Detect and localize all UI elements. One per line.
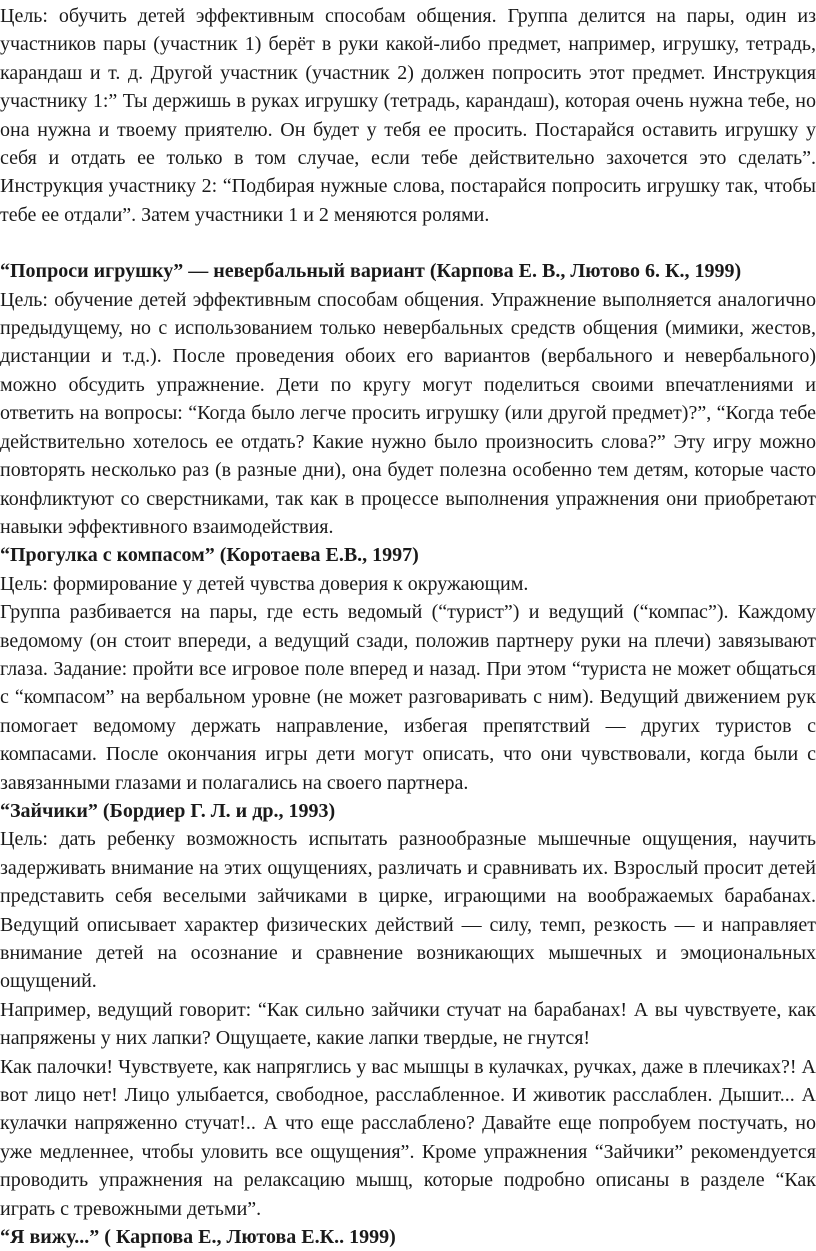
paragraph-bunnies-example: Например, ведущий говорит: “Как сильно зайчики стучат на барабанах! А вы чувствуете, как напряжены у них лапки? Ощущаете, какие лапки твердые, не гнутся! bbox=[0, 998, 816, 1050]
paragraph-compass-goal: Цель: формирование у детей чувства доверия к окружающим. bbox=[0, 572, 529, 595]
blank-line bbox=[0, 229, 816, 257]
heading-i-see: “Я вижу...” ( Карпова Е., Лютова Е.К.. 1999) bbox=[0, 1226, 396, 1249]
paragraph-bunnies: Цель: дать ребенку возможность испытать разнообразные мышечные ощущения, научить задерживать внимание на этих ощущениях, различать и сравнивать их. Взрослый просит детей представить себя веселыми зайчиками в цирке, играющими на воображаемых барабанах. Ведущий описывает характер физических действий — силу, темп, резкость — и направляет внимание детей на осознание и сравнение возникающих мышечных и эмоциональных ощущений. bbox=[0, 828, 816, 993]
paragraph-compass: Группа разбивается на пары, где есть ведомый (“турист”) и ведущий (“компас”). Каждому ведомому (он стоит впереди, а ведущий сзади, положив партнеру руки на плечи) завязывают глаза. Задание: пройти все игровое поле вперед и назад. При этом “туриста не может общаться с “компасом” на вербальном уровне (не может разговаривать с ним). Ведущий движением рук помогает ведомому держать направление, избегая препятствий — других туристов с компасами. После окончания игры дети могут описать, что они чувствовали, когда были с завязанными глазами и полагались на своего партнера. bbox=[0, 601, 816, 794]
paragraph-bunnies-sticks: Как палочки! Чувствуете, как напряглись у вас мышцы в кулачках, ручках, даже в плечиках?! А вот лицо нет! Лицо улыбается, свободное, расслабленное. И животик расслаблен. Дышит... А кулачки напряженно стучат!.. А что еще расслаблено? Давайте еще попробуем постучать, но уже медленнее, чтобы уловить все ощущения”. Кроме упражнения “Зайчики” рекомендуется проводить упражнения на релаксацию мышц, которые подробно описаны в разделе “Как играть с тревожными детьми”. bbox=[0, 1055, 816, 1220]
heading-ask-toy-nonverbal: “Попроси игрушку” — невербальный вариант (Карпова Е. В., Лютово 6. К., 1999) bbox=[0, 260, 742, 283]
paragraph-ask-toy: Цель: обучение детей эффективным способам общения. Упражнение выполняется аналогично предыдущему, но с использованием только невербальных средств общения (мимики, жестов, дистанции и т.д.). После проведения обоих его вариантов (вербального и невербального) можно обсудить упражнение. Дети по кругу могут поделиться своими впечатлениями и ответить на вопросы: “Когда было легче просить игрушку (или другой предмет)?”, “Когда тебе действительно хотелось ее отдать? Какие нужно было произносить слова?” Эту игру можно повторять несколько раз (в разные дни), она будет полезна особенно тем детям, которые часто конфликтуют со сверстниками, так как в процессе выполнения упражнения они приобретают навыки эффективного взаимодействия. bbox=[0, 288, 816, 538]
paragraph-intro: Цель: обучить детей эффективным способам общения. Группа делится на пары, один из участников пары (участник 1) берёт в руки какой-либо предмет, например, игрушку, тетрадь, карандаш и т. д. Другой участник (участник 2) должен попросить этот предмет. Инструкция участнику 1:” Ты держишь в руках игрушку (тетрадь, карандаш), которая очень нужна тебе, но она нужна и твоему приятелю. Он будет у тебя ее просить. Постарайся оставить игрушку у себя и отдать ее только в том случае, если тебе действительно захочется это сделать”. Инструкция участнику 2: “Подбирая нужные слова, постарайся попросить игрушку так, чтобы тебе ее отдали”. Затем участники 1 и 2 меняются ролями. bbox=[0, 5, 816, 226]
heading-compass-walk: “Прогулка с компасом” (Коротаева Е.В., 1997) bbox=[0, 544, 419, 567]
heading-bunnies: “Зайчики” (Бордиер Г. Л. и др., 1993) bbox=[0, 799, 336, 822]
